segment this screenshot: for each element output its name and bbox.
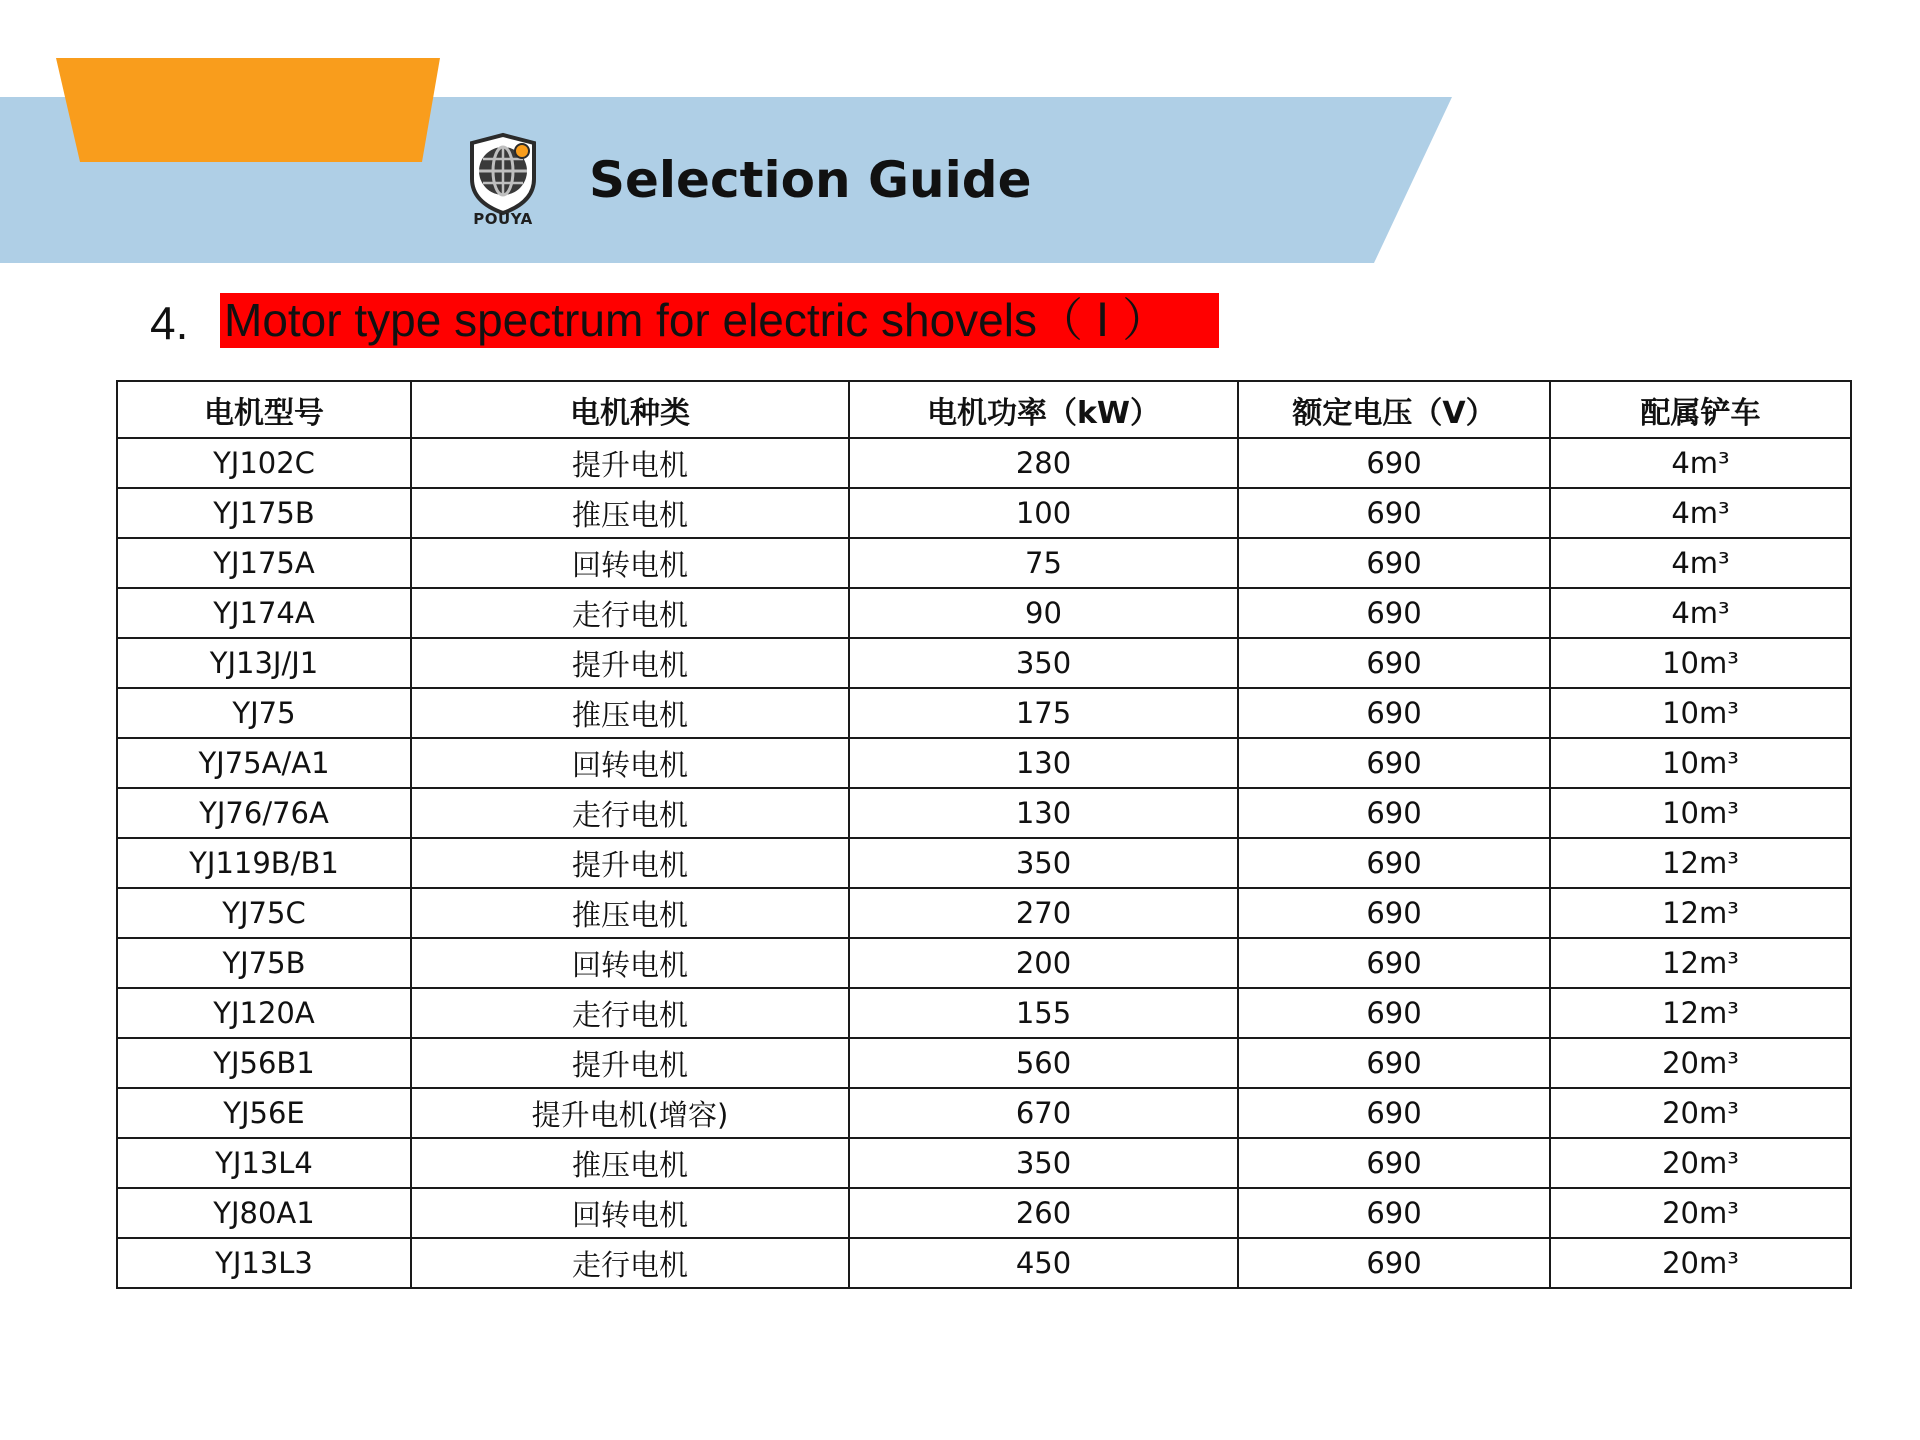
cell-motor-model: YJ13L3 [117, 1238, 411, 1288]
cell-motor-model: YJ75C [117, 888, 411, 938]
header-shovel-capacity: 配属铲车 [1550, 381, 1851, 438]
cell-motor-type: 回转电机 [411, 1188, 849, 1238]
cell-shovel-capacity: 20m³ [1550, 1088, 1851, 1138]
table-header-row [117, 381, 1851, 438]
cell-rated-voltage: 690 [1238, 688, 1550, 738]
cell-motor-power: 560 [849, 1038, 1238, 1088]
cell-rated-voltage: 690 [1238, 1138, 1550, 1188]
cell-motor-model: YJ75 [117, 688, 411, 738]
cell-shovel-capacity: 4m³ [1550, 438, 1851, 488]
cell-motor-type: 推压电机 [411, 888, 849, 938]
cell-motor-type: 走行电机 [411, 988, 849, 1038]
motor-spec-table [116, 380, 1852, 1289]
cell-shovel-capacity: 10m³ [1550, 638, 1851, 688]
cell-motor-type: 推压电机 [411, 488, 849, 538]
cell-motor-power: 350 [849, 838, 1238, 888]
cell-motor-power: 280 [849, 438, 1238, 488]
cell-motor-model: YJ56E [117, 1088, 411, 1138]
cell-motor-power: 75 [849, 538, 1238, 588]
cell-shovel-capacity: 20m³ [1550, 1038, 1851, 1088]
cell-motor-power: 670 [849, 1088, 1238, 1138]
header-rated-voltage: 额定电压（V） [1238, 381, 1550, 438]
cell-motor-model: YJ75B [117, 938, 411, 988]
table-row [117, 538, 1851, 588]
cell-motor-model: YJ13L4 [117, 1138, 411, 1188]
cell-motor-type: 回转电机 [411, 938, 849, 988]
table-row [117, 688, 1851, 738]
table-row [117, 838, 1851, 888]
cell-motor-type: 提升电机 [411, 438, 849, 488]
cell-rated-voltage: 690 [1238, 438, 1550, 488]
cell-motor-type: 提升电机(增容) [411, 1088, 849, 1138]
cell-rated-voltage: 690 [1238, 788, 1550, 838]
cell-rated-voltage: 690 [1238, 988, 1550, 1038]
cell-motor-power: 450 [849, 1238, 1238, 1288]
table-row [117, 938, 1851, 988]
cell-motor-type: 推压电机 [411, 688, 849, 738]
cell-motor-type: 推压电机 [411, 1138, 849, 1188]
cell-rated-voltage: 690 [1238, 1088, 1550, 1138]
cell-rated-voltage: 690 [1238, 588, 1550, 638]
cell-motor-model: YJ175B [117, 488, 411, 538]
cell-shovel-capacity: 12m³ [1550, 938, 1851, 988]
table-row [117, 438, 1851, 488]
table-row [117, 1188, 1851, 1238]
cell-motor-model: YJ80A1 [117, 1188, 411, 1238]
cell-motor-type: 走行电机 [411, 588, 849, 638]
cell-shovel-capacity: 10m³ [1550, 688, 1851, 738]
cell-rated-voltage: 690 [1238, 638, 1550, 688]
cell-rated-voltage: 690 [1238, 838, 1550, 888]
cell-motor-model: YJ174A [117, 588, 411, 638]
cell-motor-model: YJ76/76A [117, 788, 411, 838]
cell-shovel-capacity: 4m³ [1550, 488, 1851, 538]
cell-shovel-capacity: 20m³ [1550, 1188, 1851, 1238]
cell-motor-model: YJ75A/A1 [117, 738, 411, 788]
header-motor-power: 电机功率（kW） [849, 381, 1238, 438]
cell-rated-voltage: 690 [1238, 538, 1550, 588]
cell-motor-power: 350 [849, 638, 1238, 688]
section-title: Motor type spectrum for electric shovels（ Ⅰ ） [220, 293, 1219, 348]
header-orange-tab [56, 58, 440, 162]
table-body [117, 438, 1851, 1288]
header-motor-model: 电机型号 [117, 381, 411, 438]
cell-rated-voltage: 690 [1238, 488, 1550, 538]
cell-shovel-capacity: 20m³ [1550, 1138, 1851, 1188]
cell-motor-model: YJ119B/B1 [117, 838, 411, 888]
cell-motor-model: YJ13J/J1 [117, 638, 411, 688]
cell-motor-power: 130 [849, 788, 1238, 838]
table-row [117, 588, 1851, 638]
cell-motor-type: 走行电机 [411, 788, 849, 838]
cell-motor-model: YJ102C [117, 438, 411, 488]
cell-shovel-capacity: 12m³ [1550, 888, 1851, 938]
page-title: Selection Guide [589, 151, 1032, 209]
cell-motor-power: 90 [849, 588, 1238, 638]
cell-rated-voltage: 690 [1238, 888, 1550, 938]
cell-motor-model: YJ175A [117, 538, 411, 588]
table-row [117, 638, 1851, 688]
section-number: 4. [150, 297, 189, 349]
table-row [117, 888, 1851, 938]
logo-text: POUYA [473, 210, 533, 228]
cell-motor-type: 回转电机 [411, 738, 849, 788]
header-motor-type: 电机种类 [411, 381, 849, 438]
table-row [117, 988, 1851, 1038]
cell-shovel-capacity: 12m³ [1550, 988, 1851, 1038]
cell-rated-voltage: 690 [1238, 1188, 1550, 1238]
cell-shovel-capacity: 4m³ [1550, 538, 1851, 588]
cell-motor-power: 155 [849, 988, 1238, 1038]
table-row [117, 1038, 1851, 1088]
cell-motor-model: YJ56B1 [117, 1038, 411, 1088]
table-row [117, 1238, 1851, 1288]
cell-rated-voltage: 690 [1238, 938, 1550, 988]
table-row [117, 1088, 1851, 1138]
cell-rated-voltage: 690 [1238, 1238, 1550, 1288]
cell-shovel-capacity: 4m³ [1550, 588, 1851, 638]
table-row [117, 1138, 1851, 1188]
cell-motor-power: 175 [849, 688, 1238, 738]
table-row [117, 488, 1851, 538]
cell-motor-type: 提升电机 [411, 638, 849, 688]
cell-motor-power: 130 [849, 738, 1238, 788]
cell-motor-type: 提升电机 [411, 838, 849, 888]
cell-motor-power: 350 [849, 1138, 1238, 1188]
cell-motor-power: 100 [849, 488, 1238, 538]
cell-motor-type: 提升电机 [411, 1038, 849, 1088]
cell-motor-type: 走行电机 [411, 1238, 849, 1288]
cell-shovel-capacity: 12m³ [1550, 838, 1851, 888]
cell-shovel-capacity: 10m³ [1550, 788, 1851, 838]
cell-shovel-capacity: 20m³ [1550, 1238, 1851, 1288]
cell-motor-type: 回转电机 [411, 538, 849, 588]
cell-rated-voltage: 690 [1238, 738, 1550, 788]
cell-motor-model: YJ120A [117, 988, 411, 1038]
cell-shovel-capacity: 10m³ [1550, 738, 1851, 788]
cell-motor-power: 270 [849, 888, 1238, 938]
table-row [117, 788, 1851, 838]
cell-motor-power: 260 [849, 1188, 1238, 1238]
cell-motor-power: 200 [849, 938, 1238, 988]
cell-rated-voltage: 690 [1238, 1038, 1550, 1088]
table-row [117, 738, 1851, 788]
